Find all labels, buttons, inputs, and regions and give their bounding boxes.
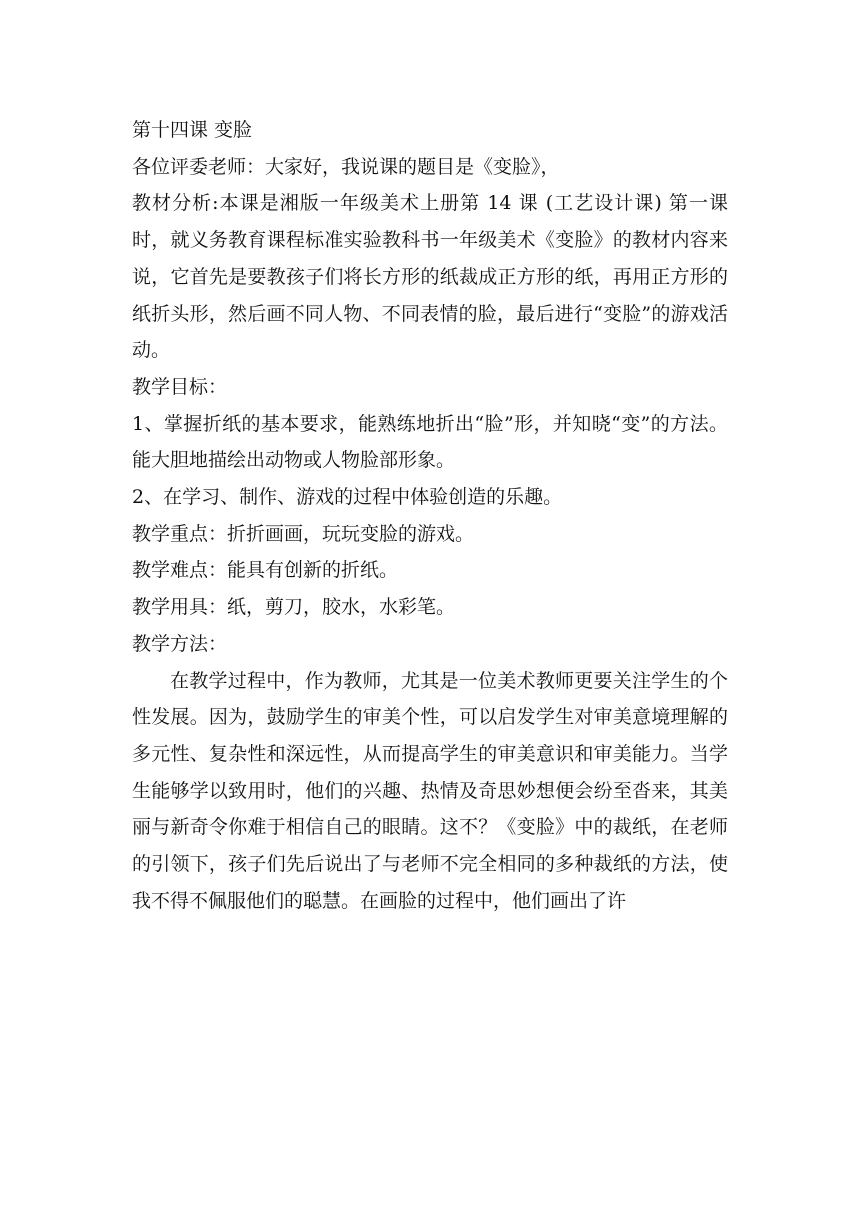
teaching-method-heading: 教学方法： — [132, 632, 228, 655]
teaching-goals-heading: 教学目标： — [132, 375, 228, 398]
teaching-difficulty: 教学难点：能具有创新的折纸。 — [132, 559, 399, 582]
teaching-goal-1: 1、掌握折纸的基本要求，能熟练地折出“脸”形，并知晓“变”的方法。能大胆地描绘出动物或人物脸部形象。 — [132, 412, 728, 472]
lesson-title: 第十四课 变脸 — [132, 119, 253, 141]
document-body — [132, 112, 728, 919]
textbook-analysis-paragraph: 教材分析:本课是湘版一年级美术上册第 14 课 (工艺设计课) 第一课时，就义务教育课程标准实验教科书一年级美术《变脸》的教材内容来说，它首先是要教孩子们将长方形的纸裁成正方形的纸，再用正方形的纸折头形，然后画不同人物、不同表情的脸，最后进行“变脸”的游戏活动。 — [132, 192, 728, 362]
teaching-method-paragraph: 在教学过程中，作为教师，尤其是一位美术教师更要关注学生的个性发展。因为，鼓励学生的审美个性，可以启发学生对审美意境理解的多元性、复杂性和深远性，从而提高学生的审美意识和审美能力。当学生能够学以致用时，他们的兴趣、热情及奇思妙想便会纷至沓来，其美丽与新奇令你难于相信自己的眼睛。这不？《变脸》中的裁纸，在老师的引领下，孩子们先后说出了与老师不完全相同的多种裁纸的方法，使我不得不佩服他们的聪慧。在画脸的过程中，他们画出了许 — [132, 669, 728, 912]
greeting-line: 各位评委老师：大家好，我说课的题目是《变脸》， — [132, 155, 560, 178]
teaching-goal-2: 2、在学习、制作、游戏的过程中体验创造的乐趣。 — [132, 486, 563, 509]
teaching-key-point: 教学重点：折折画画，玩玩变脸的游戏。 — [132, 522, 475, 545]
teaching-tools: 教学用具：纸，剪刀，胶水，水彩笔。 — [132, 596, 456, 619]
